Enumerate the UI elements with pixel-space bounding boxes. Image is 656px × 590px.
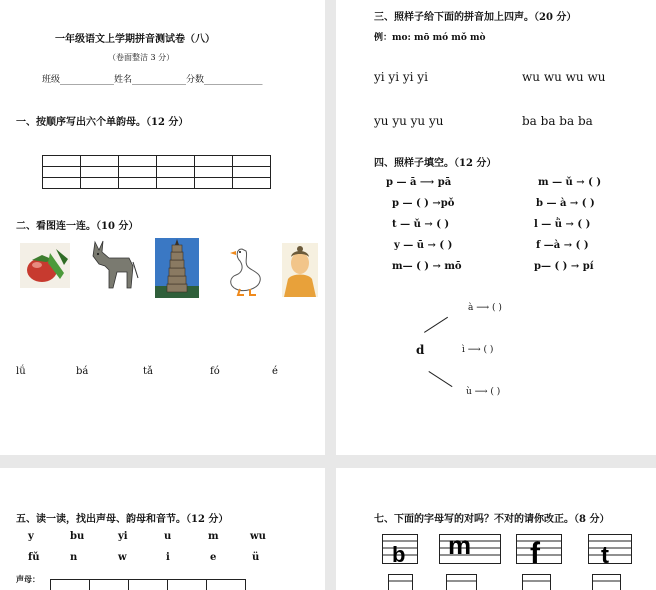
branch-line-up: [424, 317, 448, 333]
question-2: 二、看图连一连。（10 分）: [16, 221, 139, 232]
pagoda-picture: [155, 238, 199, 298]
donkey-picture: [87, 236, 139, 294]
question-4: 四、照样子填空。（12 分）: [374, 158, 497, 169]
pinyin-ta: tǎ: [143, 366, 153, 377]
fill-right-4: f —à → ( ): [536, 240, 589, 251]
letter-box-f: [516, 534, 562, 564]
syllable-1-4: u: [164, 531, 172, 542]
branch-3: ù ⟶ ( ): [466, 387, 501, 397]
syllable-2-5: e: [210, 552, 217, 563]
initials-grid: [50, 579, 246, 590]
answer-lines: [382, 574, 632, 590]
row-wu: wu wu wu wu: [522, 70, 606, 84]
row-yi: yi yi yi yi: [374, 70, 428, 84]
fill-left-5: m— ( ) → mō: [392, 261, 462, 272]
branch-root: d: [416, 343, 425, 357]
syllable-1-1: y: [28, 531, 34, 542]
page-title: 一年级语文上学期拼音测试卷（八）: [55, 34, 215, 45]
question-1: 一、按顺序写出六个单韵母。（12 分）: [16, 117, 189, 128]
syllable-2-1: fǔ: [28, 552, 40, 563]
syllable-1-2: bu: [70, 531, 85, 542]
page-4: [336, 468, 656, 590]
row-yu: yu yu yu yu: [374, 114, 444, 128]
tone-example: 例：mo: mō mó mǒ mò: [374, 33, 486, 43]
branch-2: ì ⟶ ( ): [462, 345, 494, 355]
syllable-2-3: w: [118, 552, 127, 563]
syllable-2-6: ü: [252, 552, 260, 563]
answer-grid: [42, 155, 271, 189]
syllable-1-5: m: [208, 531, 219, 542]
tomato-picture: [20, 243, 70, 288]
goose-picture: [222, 243, 266, 297]
pinyin-e: é: [272, 366, 278, 377]
student-info-line: 班级____________姓名____________分数_____________: [42, 75, 263, 85]
question-5: 五、读一读，找出声母、韵母和音节。（12 分）: [16, 514, 229, 525]
fill-right-1: m — ǔ → ( ): [538, 177, 602, 188]
letter-box-b: [382, 534, 418, 564]
letter-m: m: [448, 534, 472, 560]
letter-b: b: [392, 542, 406, 564]
fill-left-3: t — ǔ → ( ): [392, 219, 450, 230]
fill-left-2: p — ( ) →pǒ: [392, 198, 455, 209]
letter-t: t: [601, 542, 609, 564]
letter-box-m: [439, 534, 501, 564]
row-ba: ba ba ba ba: [522, 114, 593, 128]
fill-left-1: p — ā ⟶ pā: [386, 177, 452, 188]
letter-f: f: [530, 537, 540, 564]
pinyin-lu: lǘ: [16, 366, 26, 377]
syllable-1-6: wu: [250, 531, 266, 542]
fill-right-3: l — ǜ → ( ): [534, 219, 591, 230]
fill-right-5: p— ( ) → pí: [534, 261, 594, 272]
page-subtitle: （卷面整洁 3 分）: [108, 53, 175, 62]
page-2: [336, 0, 656, 455]
question-3: 三、照样子给下面的拼音加上四声。（20 分）: [374, 12, 577, 23]
buddha-picture: [282, 243, 318, 297]
branch-line-down: [428, 371, 452, 387]
fill-left-4: y — ū → ( ): [394, 240, 453, 251]
letter-box-t: [588, 534, 632, 564]
fill-right-2: b — à → ( ): [536, 198, 595, 209]
pinyin-fo: fó: [210, 366, 220, 377]
page-3: [0, 468, 325, 590]
pinyin-ba: bá: [76, 366, 89, 377]
syllable-1-3: yi: [118, 531, 128, 542]
syllable-2-4: i: [166, 552, 170, 563]
initials-label: 声母：: [16, 574, 40, 584]
question-7: 七、下面的字母写的对吗？不对的请你改正。（8 分）: [374, 514, 610, 525]
branch-1: à ⟶ ( ): [468, 303, 502, 313]
page-1: [0, 0, 325, 455]
syllable-2-2: n: [70, 552, 78, 563]
